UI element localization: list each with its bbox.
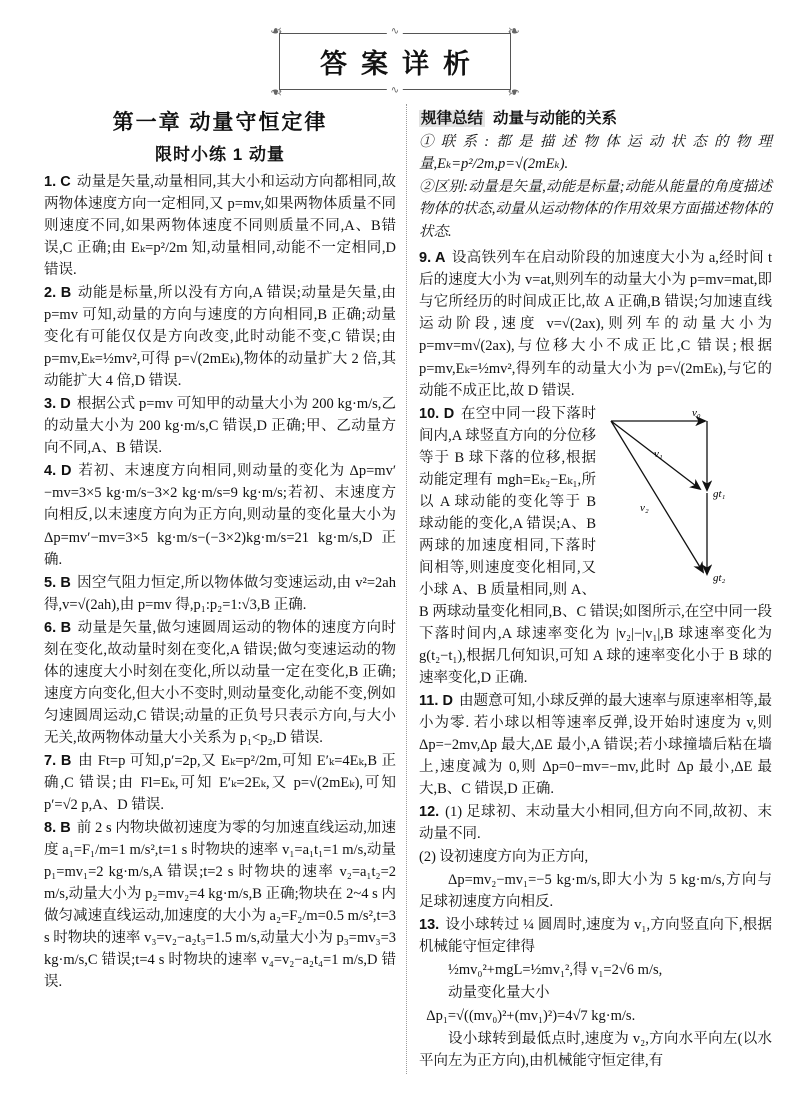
flourish-icon: ∿ [387, 27, 403, 37]
answer-text: 根据公式 p=mv 可知甲的动量大小为 200 kg·m/s,乙的动量大小为 200 kg·m/s,C 错误,D 正确;甲、乙动量方向不同,A、B 错误. [44, 396, 397, 457]
answer-7 [44, 750, 396, 816]
rule-summary-tag: 规律总结 [421, 110, 484, 127]
answer-9 [419, 247, 772, 401]
answer-6 [44, 617, 396, 749]
answer-label: 6. B [44, 619, 72, 636]
answer-text: 由 Ft=p 可知,p′=2p,又 Eₖ=p²/2m,可知 E′ₖ=4Eₖ,B 正确,C 错误;由 Fl=Eₖ,可知 E′ₖ=2Eₖ,又 p=√(2mEₖ),可知 p′=√2 p,A、D 错误. [44, 752, 396, 813]
answer-text: (1) 足球初、末动量大小相同,但方向不同,故初、末动量不同. [419, 804, 772, 843]
answer-3 [44, 393, 396, 459]
answer-text: 设高铁列车在启动阶段的加速度大小为 a,经时间 t 后的速度大小为 v=at,则列车的动量大小为 p=mv=mat,即与它所经历的时间成正比,故 A 正确,B 错误;匀加速直线运动阶段,速度 v=√(2ax),则列车的动量大小为 p=mv=m√(2ax),与位移大小不成正比,C 错误;根据 p=mv,Eₖ=½mv²,得列车的动量大小为 p=√(2mEₖ),与它的动能不成正比,故 D 错误. [419, 250, 773, 399]
answer-label: 11. D [419, 692, 453, 709]
velocity-vector-diagram [604, 405, 772, 593]
flourish-icon: ❧ [270, 83, 283, 99]
answer-2 [44, 282, 396, 392]
v0-label: v₀ [692, 406, 701, 419]
answer-13-continuation: 设小球转到最低点时,速度为 v₂,方向水平向左(以水平向左为正方向),由机械能守恒定律,有 [419, 1031, 772, 1070]
rule-summary-heading [419, 106, 772, 128]
flourish-icon: ❧ [507, 24, 520, 40]
answer-label: 4. D [44, 463, 72, 480]
rule-summary-line-1: ①联系:都是描述物体运动状态的物理量,Eₖ=p²/2m,p=√(2mEₖ). [419, 134, 772, 173]
answer-text: 若初、末速度方向相同,则动量的变化为 Δp=mv′−mv=3×5 kg·m/s−3×2 kg·m/s=9 kg·m/s;若初、末速度方向相反,以末速度方向为正方向,则动量的变化量大小为 Δp=mv′−mv=3×5 kg·m/s−(−3×2)kg·m/s=21 kg·m/s,D 正确. [44, 463, 397, 568]
answer-13 [419, 914, 772, 958]
flourish-icon: ❧ [507, 83, 520, 99]
rule-summary-title: 动量与动能的关系 [493, 110, 618, 127]
velocity-vector-svg [604, 405, 772, 593]
answer-text: 动量是矢量,做匀速圆周运动的物体的速度方向时刻在变化,故动量时刻在变化,A 错误;做匀变速运动的物体的速度大小时刻在变化,所以动量一定在变化,B 正确;速度方向变化,但大小不变时,则动量变化,动能不变,例如匀速圆周运动,C 错误;动量的正负号只表示方向,与大小无关,故两物体动量大小关系为 p₁<p₂,D 错误. [44, 619, 397, 746]
answer-text: 由题意可知,小球反弹的最大速率与原速率相等,最小为零. 若小球以相等速率反弹,设开始时速度为 v,则 Δp=−2mv,Δp 最大,ΔE 最小,A 错误;若小球撞墙后粘在墙上,速度减为 0,则 Δp=0−mv=−mv,此时 Δp 最小,ΔE 最大,B、C 错误,D 正确. [419, 692, 773, 798]
page-title: 答案详析 [320, 49, 484, 79]
answer-label: 7. B [44, 752, 72, 769]
answer-10 [419, 403, 772, 689]
gt2-label: gt₂ [713, 571, 726, 584]
answer-12 [419, 801, 772, 845]
rule-summary-block [419, 106, 772, 243]
answer-12-part2: (2) 设初速度方向为正方向, [419, 849, 589, 866]
right-column [406, 104, 772, 1074]
answer-text: 前 2 s 内物块做初速度为零的匀加速直线运动,加速度 a₁=F₁/m=1 m/s²,t=1 s 时物块的速率 v₁=a₁t₁=1 m/s,动量 p₁=mv₁=2 kg·m/s,A 错误;t=2 s 时物块的速率 v₂=a₁t₂=2 m/s,动量大小为 p₂=mv₂=4 kg·m/s,B 正确;物块在 2~4 s 内做匀减速直线运动,加速度的大小为 a₂=F₂/m=0.5 m/s²,t=3 s 时物块的速率 v₃=v₂−a₂t₃=1.5 m/s,动量大小为 p₃=mv₃=3 kg·m/s,C 错误;t=4 s 时物块的速率 v₄=v₂−a₂t₄=1 m/s,D 错误. [44, 819, 396, 991]
rule-summary-line-2: ②区别:动量是矢量,动能是标量;动能从能量的角度描述物体的状态,动量从运动物体的作用效果方面描述物体的状态. [419, 178, 772, 240]
gt1-label: gt₁ [713, 487, 726, 500]
answer-text: 设小球转过 ¼ 圆周时,速度为 v₁,方向竖直向下,根据机械能守恒定律得 [419, 917, 772, 956]
flourish-icon: ❧ [270, 24, 283, 40]
flourish-icon: ∿ [387, 86, 403, 96]
answer-13-formula-1: ½mv₀²+mgL=½mv₁²,得 v₁=2√6 m/s, [448, 962, 663, 979]
answer-12-formula: Δp=mv₂−mv₁=−5 kg·m/s,即大小为 5 kg·m/s,方向与足球初速度方向相反. [419, 872, 772, 911]
answer-label: 9. A [419, 250, 446, 267]
v2-label: v₂ [640, 501, 649, 514]
answer-label: 1. C [44, 174, 71, 190]
page-header [0, 0, 790, 99]
answer-13-subhead: 动量变化量大小 [448, 985, 550, 1002]
answer-label: 10. D [419, 405, 455, 422]
answer-text: 因空气阻力恒定,所以物体做匀变速运动,由 v²=2ah 得,v=√(2ah),由 p=mv 得,p₁:p₂=1:√3,B 正确. [44, 574, 396, 613]
chapter-title: 第一章 动量守恒定律 [112, 111, 328, 134]
answer-13-formula-2: Δp₁=√((mv₀)²+(mv₁)²)=4√7 kg·m/s. [426, 1008, 636, 1025]
answer-label: 12. [419, 804, 440, 821]
answer-1 [44, 171, 396, 281]
answer-text: 动量是矢量,动量相同,其大小和运动方向都相同,故两物体速度方向一定相同,又 p=mv,如果两物体质量不同则速度不同,如果两物体速度不同则质量不同,A、B错误,C 正确;由 Eₖ=p²/2m 知,动量相同,动能不一定相同,D 错误. [44, 174, 397, 279]
v1-label: v₁ [654, 447, 663, 460]
answer-text: 动能是标量,所以没有方向,A 错误;动量是矢量,由 p=mv 可知,动量的方向与速度的方向相同,B 正确;动量变化有可能仅仅是方向改变,此时动能不变,C 错误;由 p=mv,Eₖ=½mv²,可得 p=√(2mEₖ),物体的动量扩大 2 倍,其动能扩大 4 倍,D 错误. [44, 285, 396, 390]
answer-label: 3. D [44, 396, 71, 413]
answer-label: 5. B [44, 574, 71, 591]
answer-5 [44, 572, 396, 616]
answer-8 [44, 817, 396, 993]
left-column [44, 104, 396, 1074]
section-title: 限时小练 1 动量 [155, 145, 285, 164]
answer-11 [419, 690, 772, 800]
answer-label: 13. [419, 917, 440, 934]
answer-label: 2. B [44, 285, 72, 302]
answer-label: 8. B [44, 819, 71, 836]
answer-4 [44, 460, 396, 570]
two-column-body [0, 90, 790, 1074]
answer-text: 在空中同一段下落时间内,A 球竖直方向的分位移等于 B 球下落的位移,根据动能定理有 mgh=Eₖ₂−Eₖ₁,所以 A 球动能的变化等于 B 球动能的变化,A 错误;A、B 两球的加速度相同,下落时间相等,则速度变化相同,又小球 A、B 质量相同,则 A、B 两球动量变化相同,B、C 错误;如图所示,在空中同一段下落时间内,A 球速率变化为 |v₂|−|v₁|,B 球速率变化为 g(t₂−t₁),根据几何知识,可知 A 球的速率变化小于 B 球的速率变化,D 正确. [419, 405, 772, 686]
header-ornament-box [270, 24, 520, 99]
